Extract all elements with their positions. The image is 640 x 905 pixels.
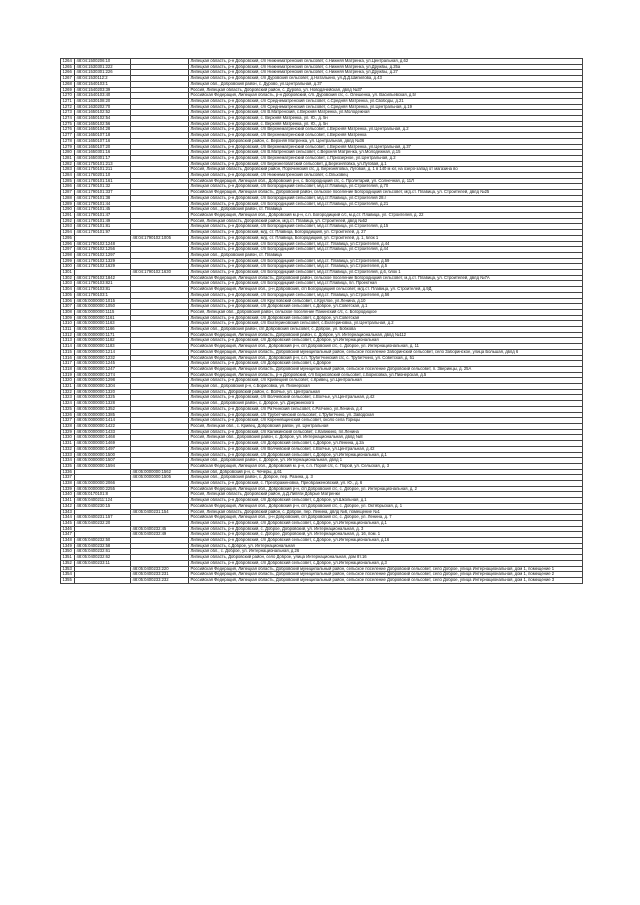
address-cell: Липецкая область, р-н Добровский, с/п В.Матренский, с.Верхняя Матренка, ул.Молодежная xyxy=(189,110,583,116)
row-number-cell: 1303 xyxy=(61,281,75,287)
address-cell: Липецкая область, р-н Добровский, с/п Кругловский сельсовет, с.Круглое, ул.Ленина, д.10 xyxy=(189,298,583,304)
address-cell: Липецкая область, р-н Добровский, с/п В.Матренский сельсовет, с.Верхняя Матренка, ул.Молодежная, д.15 xyxy=(189,150,583,156)
address-cell: Липецкая область, р-н Добровский, с/п Добровский сельсовет, с.Доброе, ул.Ленина, д.2а xyxy=(189,441,583,447)
table-row xyxy=(61,572,583,578)
row-number-cell: 1294 xyxy=(61,230,75,236)
row-number-cell: 1350 xyxy=(61,549,75,555)
row-number-cell: 1271 xyxy=(61,98,75,104)
row-number-cell: 1289 xyxy=(61,201,75,207)
address-cell: Российская Федерация, Липецкая область, р-н Добровский, с/п. Дуровский с/с, с. Олешенка, ул. Васильевская, д.5/ xyxy=(189,93,583,99)
row-number-cell: 1297 xyxy=(61,247,75,253)
address-cell: Россия, Липецкая область, Добровский район, Порочинский с/с, д. Березняговка, Луговая, д. 1 в 140 м юг, на озеро-запад от магазина во xyxy=(189,167,583,173)
row-number-cell: 1339 xyxy=(61,486,75,492)
address-cell: Липецкая область, р-н Добровский, с/п Нижнематренский сельсовет, с.Нижняя Матренка, ул.Дружбы, д.27 xyxy=(189,70,583,76)
row-number-cell: 1269 xyxy=(61,87,75,93)
table-row xyxy=(61,577,583,583)
row-number-cell: 1318 xyxy=(61,366,75,372)
land-cadastral-number-cell: 48:04:1790101:45 xyxy=(75,207,131,213)
address-cell: Российская Федерация, Липецкая обл., р-н Добровский, с/п Добровский с/с, с. Доброе, ул. Ленина, д. 7 xyxy=(189,515,583,521)
address-cell: Липецкая обл., Добровский район, с/п Добровский сельсовет, с. Доброе, ул. Бобкова xyxy=(189,327,583,333)
address-cell: Липецкая область, Добровский район, село Доброе, улица Интернациональная, дом 8т.16 xyxy=(189,555,583,561)
address-cell: Липецкая область, р-н Добровский, с/п Добровский сельсовет, с.Доброе, ул.Школьная, д.1 xyxy=(189,498,583,504)
land-cadastral-number-cell: 48:05:0000000:1183 xyxy=(75,344,131,350)
row-number-cell: 1337 xyxy=(61,475,75,481)
address-cell: Липецкая область, р-н Добровский, с. Преображеновка, Преображеновский, ул. Ю., д. 6 xyxy=(189,481,583,487)
land-cadastral-number-cell: 48:04:1650107:18 xyxy=(75,133,131,139)
land-cadastral-number-cell: 48:04:1790101:81 xyxy=(75,224,131,230)
row-number-cell: 1299 xyxy=(61,258,75,264)
row-number-cell: 1277 xyxy=(61,133,75,139)
address-cell: Россия, Липецкая область, Добровский район, с. Дурово, ул. Новодачейская, двлд №37 xyxy=(189,87,583,93)
address-cell: Липецкая область, р-н Добровский, с/п Добровский сельсовет, с.Доброе, ул.Советская, д.1 xyxy=(189,304,583,310)
row-number-cell: 1305 xyxy=(61,292,75,298)
address-cell: Липецкая область, р-н Добровский, с. Доброе, Добровский, ул. Интернациональная, д. 3 xyxy=(189,526,583,532)
row-number-cell: 1329 xyxy=(61,429,75,435)
land-cadastral-number-cell: 48:04:1650102:52 xyxy=(75,110,131,116)
address-cell: Липецкая область, р-н Добровский, с/п Добровский сельсовет, с.Доброе, ул.Интернациональная, д.3 xyxy=(189,560,583,566)
row-number-cell: 1322 xyxy=(61,389,75,395)
address-cell: Российская Федерация, Липецкая обл., Добровский м.р-н, с.п. Богородицкий с/с, м.д.ст. Плавица, ул. Строителей, д. 22 xyxy=(189,212,583,218)
row-number-cell: 1304 xyxy=(61,287,75,293)
row-number-cell: 1351 xyxy=(61,555,75,561)
row-number-cell: 1349 xyxy=(61,543,75,549)
row-number-cell: 1311 xyxy=(61,327,75,333)
address-cell: Липецкая область, р-н Добровский, с/п Дуровский сельсовет, д.Натальино, ул.Д.Д.Шипилова, д.43 xyxy=(189,76,583,82)
land-cadastral-number-cell: 48:04:1630202:70 xyxy=(75,104,131,110)
row-number-cell: 1342 xyxy=(61,503,75,509)
address-cell: Российская Федерация, Липецкая область, Добровский район, с. Доброе, ул. Интернациональная, двлд №112 xyxy=(189,332,583,338)
land-cadastral-number-cell: 48:05:0000000:1161 xyxy=(75,315,131,321)
row-number-cell: 1285 xyxy=(61,178,75,184)
land-cadastral-number-cell: 48:04:1790101:38 xyxy=(75,195,131,201)
address-cell: Россия, Липецкая область, Добровский район, с. Доброе, пер. Ленина, двлд №6, помещение №1 xyxy=(189,509,583,515)
land-cadastral-number-cell: 48:04:1790102:1629 xyxy=(75,264,131,270)
row-number-cell: 1280 xyxy=(61,150,75,156)
address-cell: Российская Федерация, Липецкая область, Добровский муниципальный район, сельское поселение Заборинский сельсовет, село Заборинское, улица Большая, двлд 6 xyxy=(189,349,583,355)
row-number-cell: 1279 xyxy=(61,144,75,150)
address-cell: Липецкая область, р-н Добровский, с/п Березнеговатский сельсовет, д.Березняговка, ул.Луговая, д.1 xyxy=(189,161,583,167)
document-sheet xyxy=(60,58,582,584)
land-cadastral-number-cell: 48:05:0400230:15 xyxy=(75,503,131,509)
row-number-cell: 1334 xyxy=(61,458,75,464)
address-cell: Липецкая область, р-н Добровский, с/п Богородицкий сельсовет, м/д.ст.Плавица, пл. Проектная xyxy=(189,281,583,287)
land-cadastral-number-cell: 48:04:1780101:161 xyxy=(75,178,131,184)
land-cadastral-number-cell: 48:04:1650102:56 xyxy=(75,121,131,127)
land-cadastral-number-cell: 48:04:1540103:40 xyxy=(75,93,131,99)
land-cadastral-number-cell: 48:04:1530112:2 xyxy=(75,76,131,82)
address-cell: Липецкая область, р-н Добровский, с/п Кореневщинский сельсовет, около села Горицы xyxy=(189,418,583,424)
cadastral-register-table xyxy=(60,58,583,584)
row-number-cell: 1286 xyxy=(61,184,75,190)
land-cadastral-number-cell: 48:05:0000000:1414 xyxy=(75,418,131,424)
row-number-cell: 1288 xyxy=(61,195,75,201)
land-cadastral-number-cell: 48:05:0170101:8 xyxy=(75,492,131,498)
building-cadastral-number-cell: 48:05:0400233:232 xyxy=(131,577,189,583)
row-number-cell: 1281 xyxy=(61,155,75,161)
building-cadastral-number-cell: 48:05:0000000:1562 xyxy=(131,469,189,475)
land-cadastral-number-cell: 48:04:1790101:49 xyxy=(75,218,131,224)
land-cadastral-number-cell: 48:05:0400232:62 xyxy=(75,555,131,561)
row-number-cell: 1307 xyxy=(61,304,75,310)
land-cadastral-number-cell: 48:04:1760201:10 xyxy=(75,173,131,179)
land-cadastral-number-cell xyxy=(75,577,131,583)
row-number-cell: 1310 xyxy=(61,321,75,327)
building-cadastral-number-cell: 48:05:0400232:45 xyxy=(131,526,189,532)
building-cadastral-number-cell: 48:04:1790102:1005 xyxy=(131,235,189,241)
row-number-cell: 1290 xyxy=(61,207,75,213)
row-number-cell: 1273 xyxy=(61,110,75,116)
row-number-cell: 1347 xyxy=(61,532,75,538)
address-cell: Липецкая область, р-н Добровский, с/п Добровский сельсовет, с.Доброе, ул.Интернациональная, д.16 xyxy=(189,538,583,544)
row-number-cell: 1283 xyxy=(61,167,75,173)
row-number-cell: 1327 xyxy=(61,418,75,424)
address-cell: Липецкая область, р-н Добровский, с. Верхняя Матренка, ул. Ю., д. 5н xyxy=(189,121,583,127)
row-number-cell: 1314 xyxy=(61,344,75,350)
row-number-cell: 1317 xyxy=(61,361,75,367)
row-number-cell: 1315 xyxy=(61,349,75,355)
address-cell: Липецкая область, р-н Добровский, с/п Добровский сельсовет, с.Доброе, ул.Интернациональная, д.1 xyxy=(189,452,583,458)
row-number-cell: 1353 xyxy=(61,566,75,572)
land-cadastral-number-cell: 48:04:1650107:16 xyxy=(75,138,131,144)
row-number-cell: 1295 xyxy=(61,235,75,241)
row-number-cell: 1333 xyxy=(61,452,75,458)
table-row xyxy=(61,566,583,572)
land-cadastral-number-cell: 48:04:1500206:10 xyxy=(75,59,131,65)
land-cadastral-number-cell: 48:05:0000000:1274 xyxy=(75,372,131,378)
address-cell: Россия, Липецкая обл., Добровский район, с. Доброе, ул. Интернациональная, двлд №8 xyxy=(189,435,583,441)
row-number-cell: 1338 xyxy=(61,481,75,487)
land-cadastral-number-cell: 48:05:0000000:1469 xyxy=(75,441,131,447)
address-cell: Липецкая область, р-н Добровский, с/п Волчевский сельсовет, с.Волчье, ул.Центральная, д.42 xyxy=(189,446,583,452)
address-cell: Липецкая обл., Добровский район, с. Доброе, ул. Интернациональная, двлд 1 xyxy=(189,458,583,464)
row-number-cell: 1316 xyxy=(61,355,75,361)
address-cell: Липецкая область, с.Доброе, ул. Интернациональная xyxy=(189,543,583,549)
address-cell: Липецкая область, Добровский район, с. Волчье, ул. Центральная xyxy=(189,389,583,395)
address-cell: Липецкая область, р-н Добровский, с/п Верхнематренский сельсовет, с.Верхняя Матренка, ул.Центральная, д.37 xyxy=(189,144,583,150)
row-number-cell: 1308 xyxy=(61,309,75,315)
land-cadastral-number-cell: 48:04:1750101:213 xyxy=(75,161,131,167)
row-number-cell: 1284 xyxy=(61,173,75,179)
land-cadastral-number-cell: 48:05:0000000:1422 xyxy=(75,424,131,430)
land-cadastral-number-cell: 48:05:0000000:2066 xyxy=(75,481,131,487)
row-number-cell: 1264 xyxy=(61,59,75,65)
land-cadastral-number-cell: 48:05:0000000:1320 xyxy=(75,389,131,395)
address-cell: Российская Федерация, Липецкая область, Добровский муниципальный район, сельское поселение Добровский сельсовет, п. Зверинцы, д. 25А xyxy=(189,366,583,372)
address-cell: Липецкая область, р-н Добровский, с/п Верхнематренский сельсовет, с.Верхняя Матренка xyxy=(189,133,583,139)
land-cadastral-number-cell: 48:05:0400231:157 xyxy=(75,515,131,521)
address-cell: Липецкая область, р-н Добровский, с/п Верхнематренский сельсовет, с.Приозерное, ул.Центральная, д.2 xyxy=(189,155,583,161)
land-cadastral-number-cell: 48:04:1790101:97 xyxy=(75,230,131,236)
row-number-cell: 1298 xyxy=(61,252,75,258)
land-cadastral-number-cell: 48:05:0400232:50 xyxy=(75,538,131,544)
row-number-cell: 1319 xyxy=(61,372,75,378)
land-cadastral-number-cell: 48:05:0000000:1497 xyxy=(75,446,131,452)
table-body xyxy=(61,59,583,584)
row-number-cell: 1266 xyxy=(61,70,75,76)
row-number-cell: 1292 xyxy=(61,218,75,224)
row-number-cell: 1302 xyxy=(61,275,75,281)
land-cadastral-number-cell: 48:05:0000000:1171 xyxy=(75,332,131,338)
row-number-cell: 1270 xyxy=(61,93,75,99)
row-number-cell: 1326 xyxy=(61,412,75,418)
address-cell: Липецкая область, р-н Добровский, с/п Богородицкий сельсовет, м/д.ст. Плавица, ул.Строителей, д.44 xyxy=(189,241,583,247)
land-cadastral-number-cell: 48:05:0000000:1507 xyxy=(75,458,131,464)
row-number-cell: 1352 xyxy=(61,560,75,566)
building-cadastral-number-cell: 48:05:0400232:49 xyxy=(131,532,189,538)
land-cadastral-number-cell: 48:04:1790103:1 xyxy=(75,292,131,298)
land-cadastral-number-cell: 48:04:1530301:226 xyxy=(75,70,131,76)
land-cadastral-number-cell: 48:04:1650104:28 xyxy=(75,127,131,133)
address-cell: Липецкая область, р-н Добровский, с/п Волчевский сельсовет, с.Волчье, ул.Центральная, д.42 xyxy=(189,395,583,401)
address-cell: Липецкая обл., Добровский район, с. Доброе, пер. Разина, д. 3 xyxy=(189,475,583,481)
address-cell: Россия, Липецкая область, Добровский район, м/д.ст. Плавица, ул. Строителей, двлд №52 xyxy=(189,218,583,224)
land-cadastral-number-cell: 48:04:1790101:32 xyxy=(75,184,131,190)
row-number-cell: 1276 xyxy=(61,127,75,133)
land-cadastral-number-cell: 48:04:1790101:44 xyxy=(75,201,131,207)
address-cell: Липецкая область, Добровский район, с. Верхняя Матренка, ул. Центральная, двлд №36 xyxy=(189,138,583,144)
address-cell: Российская Федерация, Липецкая обл., р-н Добровский, с/п Богородицкий сельсовет, м/д.ст. Плавица, ул. Строителей, д.9Д xyxy=(189,287,583,293)
land-cadastral-number-cell: 48:05:0000000:1325 xyxy=(75,395,131,401)
row-number-cell: 1291 xyxy=(61,212,75,218)
land-cadastral-number-cell: 48:05:0000000:1232 xyxy=(75,355,131,361)
address-cell: Липецкая обл, Добровский р-н, с. Чечеры, д.61 xyxy=(189,469,583,475)
address-cell: Липецкая область, р-н Добровский, с/п Добровский сельсовет, с.Доброе, ул.Интернациональная, д.1 xyxy=(189,520,583,526)
address-cell: Российская Федерация, Липецкая область, Добровский муниципальный район, сельское поселение Добровский сельсовет, село Доброе, улица Интернациональная, дом 1, помещение 2 xyxy=(189,572,583,578)
address-cell: Липецкая область, р-н Добровский, с/п Богородицкий сельсовет, м/д.ст.Плавица, ул.Строителей 28.г xyxy=(189,195,583,201)
row-number-cell: 1330 xyxy=(61,435,75,441)
row-number-cell: 1336 xyxy=(61,469,75,475)
land-cadastral-number-cell: 48:04:1790103:81 xyxy=(75,287,131,293)
building-cadastral-number-cell: 48:04:1790102:1630 xyxy=(131,270,189,276)
land-cadastral-number-cell: 48:04:1790102:1297 xyxy=(75,252,131,258)
land-cadastral-number-cell: 48:04:1790102:1842 xyxy=(75,275,131,281)
row-number-cell: 1287 xyxy=(61,190,75,196)
row-number-cell: 1268 xyxy=(61,81,75,87)
row-number-cell: 1354 xyxy=(61,572,75,578)
land-cadastral-number-cell: 48:04:1650102:54 xyxy=(75,116,131,122)
address-cell: Российская Федерация, Липецкая обл., Добровский р-н, с/п Добровский с/с, с. Доброе, ул. Интернациональная, д. 11 xyxy=(189,344,583,350)
land-cadastral-number-cell: 48:05:0400232:61 xyxy=(75,549,131,555)
address-cell: Российская Федерация, Липецкая обл., Добровский р-н, с.п. Трубетчинский с/с, с. Трубетчино, ул. Советская, д. 51 xyxy=(189,355,583,361)
land-cadastral-number-cell: 48:05:0000000:1298 xyxy=(75,378,131,384)
row-number-cell: 1346 xyxy=(61,526,75,532)
address-cell: Липецкая область, р-н Добровский, с/п Богородицкий сельсовет, м/д.ст. Плавица, ул.Строителей, д.5 xyxy=(189,264,583,270)
address-cell: Липецкая область, р-н Добровский, м/д. ст. Плавица, Богородицкий, ул. Строителей, д. 1, блок 1 xyxy=(189,235,583,241)
land-cadastral-number-cell: 48:05:0000000:1500 xyxy=(75,452,131,458)
address-cell: Липецкая область, р-н Добровский, с/п Богородицкий сельсовет, м/д.ст.Плавица, ул.Строителей, д.21 xyxy=(189,201,583,207)
row-number-cell: 1282 xyxy=(61,161,75,167)
address-cell: Липецкая обл., Добровский район, с. Доброе, ул. Дзержинского xyxy=(189,401,583,407)
row-number-cell: 1348 xyxy=(61,538,75,544)
row-number-cell: 1324 xyxy=(61,401,75,407)
land-cadastral-number-cell: 48:04:1790101:337 xyxy=(75,190,131,196)
row-number-cell: 1328 xyxy=(61,424,75,430)
address-cell: Россия, Липецкая область, Добровский район, д.Д.Липяги Добрые Матренки xyxy=(189,492,583,498)
land-cadastral-number-cell: 48:05:0400211:124 xyxy=(75,498,131,504)
land-cadastral-number-cell: 48:05:0000000:1182 xyxy=(75,338,131,344)
address-cell: Липецкая обл., Добровский район, ст. Плавица xyxy=(189,252,583,258)
row-number-cell: 1343 xyxy=(61,509,75,515)
land-cadastral-number-cell: 48:05:0000000:1015 xyxy=(75,298,131,304)
row-number-cell: 1313 xyxy=(61,338,75,344)
row-number-cell: 1325 xyxy=(61,406,75,412)
address-cell: Липецкая область, р-н Добровский, с/п Богородицкий сельсовет, м/д.ст.Плавица, ул.Строителей, д.6, блок 1 xyxy=(189,270,583,276)
address-cell: Липецкая область, р-н Добровский, с/п Кривецкий сельсовет, с.Кривец, ул.Центральная xyxy=(189,378,583,384)
address-cell: Российская Федерация, Липецкая область, Добровский муниципальный район, сельское поселение Добровский сельсовет, село Доброе, улица Интернациональная, дом 1, помещение 1 xyxy=(189,566,583,572)
land-cadastral-number-cell: 48:05:0400232:58 xyxy=(75,543,131,549)
row-number-cell: 1341 xyxy=(61,498,75,504)
land-cadastral-number-cell: 48:05:0400232:20 xyxy=(75,520,131,526)
row-number-cell: 1278 xyxy=(61,138,75,144)
row-number-cell: 1267 xyxy=(61,76,75,82)
address-cell: Липецкая область, р-н Добровский, с/п Богородицкий сельсовет, м/д.ст.Плавица, ул.Строителей, д.70 xyxy=(189,184,583,190)
address-cell: Липецкая область, р-н Добровский, с/п Среднематренский сельсовет, с.Средняя Матренка, ул.Свободы, д.21 xyxy=(189,98,583,104)
land-cadastral-number-cell: 48:04:1790102:1256 xyxy=(75,247,131,253)
row-number-cell: 1323 xyxy=(61,395,75,401)
address-cell: Российская Федерация, Липецкая обл., Добровский р-н, с/п Добровский с/с, с. Доброе, ул. Октябрьская, д. 1 xyxy=(189,503,583,509)
row-number-cell: 1331 xyxy=(61,441,75,447)
address-cell: Липецкая обл., с. Доброе, ул. Интернациональная, д.26 xyxy=(189,549,583,555)
row-number-cell: 1274 xyxy=(61,116,75,122)
land-cadastral-number-cell: 48:04:1790101:47 xyxy=(75,212,131,218)
address-cell: Липецкая область, р-н Добровский, с/п Среднематренский сельсовет, с.Средняя Матренка, ул.Центральная, д.19 xyxy=(189,104,583,110)
row-number-cell: 1340 xyxy=(61,492,75,498)
land-cadastral-number-cell: 48:05:0000000:1245 xyxy=(75,361,131,367)
land-cadastral-number-cell: 48:04:1530301:222 xyxy=(75,64,131,70)
land-cadastral-number-cell: 48:05:0000000:1247 xyxy=(75,366,131,372)
address-cell: Липецкая область, р-н Добровский, с/п Нижнематренский сельсовет, с.Ольховец xyxy=(189,173,583,179)
address-cell: Россия, Липецкая обл., с. Кривец, Добровский район, ул. Центральная xyxy=(189,424,583,430)
address-cell: Липецкая обл., Добровский район, с. Дурово, ул.Центральная, д.37 xyxy=(189,81,583,87)
land-cadastral-number-cell: 48:05:0000000:1385 xyxy=(75,412,131,418)
address-cell: Липецкая область, р-н Добровский, с/п Нижнематренский сельсовет, с.Нижняя Матренка, ул.Дружбы, д.25а xyxy=(189,64,583,70)
address-cell: Липецкая область, р-н Добровский, с/п Трубетчинский сельсовет, с.Трубетчино, ул. Заводская xyxy=(189,412,583,418)
address-cell: Липецкая область, р-н Добровский, с/п Богородицкий сельсовет, м/д.ст. Плавица, ул.Строителей, д.59 xyxy=(189,258,583,264)
row-number-cell: 1312 xyxy=(61,332,75,338)
address-cell: Российская Федерация, Липецкая область, р-н Добровский, с/п Борисовский сельсовет, с.Борисовка, ул.Пионерская, д.5 xyxy=(189,372,583,378)
land-cadastral-number-cell: 48:05:0000000:1352 xyxy=(75,406,131,412)
row-number-cell: 1345 xyxy=(61,520,75,526)
row-number-cell: 1300 xyxy=(61,264,75,270)
row-number-cell: 1335 xyxy=(61,463,75,469)
address-cell: Липецкая область, р-н Добровский, с/п Добровский сельсовет, с.Доброе xyxy=(189,361,583,367)
land-cadastral-number-cell: 48:05:0000000:2255 xyxy=(75,486,131,492)
land-cadastral-number-cell: 48:04:1540203:39 xyxy=(75,87,131,93)
row-number-cell: 1309 xyxy=(61,315,75,321)
row-number-cell: 1272 xyxy=(61,104,75,110)
row-number-cell: 1306 xyxy=(61,298,75,304)
address-cell: Липецкая область, р-н Добровский, с/п Екатериновский сельсовет, с.Екатериновка, ул.Центральная, д.2 xyxy=(189,321,583,327)
land-cadastral-number-cell: 48:05:0000000:1433 xyxy=(75,429,131,435)
address-cell: Липецкая область, р-н Добровский, м/д. ст. Плавица, Богородицкий, ул. Строителей, д. 27 xyxy=(189,230,583,236)
row-number-cell: 1293 xyxy=(61,224,75,230)
land-cadastral-number-cell: 48:04:1650301:17 xyxy=(75,155,131,161)
row-number-cell: 1296 xyxy=(61,241,75,247)
address-cell: Липецкая обл., Добровский р-н, с.Борисовка, ул. Пионерская xyxy=(189,384,583,390)
address-cell: Российская Федерация, Липецкая область, Добровский район, сельское поселение Богородицкий сельсовет, м.д.ст. Плавица, ул. Строителей, двлд №7А xyxy=(189,275,583,281)
land-cadastral-number-cell: 48:05:0000000:1166 xyxy=(75,327,131,333)
row-number-cell: 1344 xyxy=(61,515,75,521)
address-cell: Липецкая область, р-н Добровский, с/п Добровский сельсовет, с.Доброе, ул.Советская xyxy=(189,315,583,321)
address-cell: Липецкая область, р-н Добровский, с/п Нижнематренский сельсовет, с.Нижняя Матренка, ул.Центральная, д.62 xyxy=(189,59,583,65)
land-cadastral-number-cell: 48:05:0400233:11 xyxy=(75,560,131,566)
address-cell: Российская Федерация, Липецкая обл., Добровский м. р-н, с.п. Порой с/с, с. Порой, ул. Сельская, д. 3 xyxy=(189,463,583,469)
row-number-cell: 1320 xyxy=(61,378,75,384)
address-cell: Российская Федерация, Липецкая область, Добровский район, сельское поселение Богородицкий сельсовет, м/д.ст. Плавица, ул. Строителей, двлд №25 xyxy=(189,190,583,196)
address-cell: Российская Федерация, Липецкая обл., Добровский р-н, с/п Добровский с/с, с. Доброе, ул. Интернациональная, д. 2 xyxy=(189,486,583,492)
land-cadastral-number-cell: 48:04:1790103:821 xyxy=(75,281,131,287)
address-cell: Липецкая область, р-н Добровский, с/п Ратчинский сельсовет, с.Ратчино, ул.Ленина, д.4 xyxy=(189,406,583,412)
land-cadastral-number-cell: 48:05:0000000:1328 xyxy=(75,401,131,407)
land-cadastral-number-cell: 48:04:1650301:16 xyxy=(75,150,131,156)
land-cadastral-number-cell: 48:05:0000000:1594 xyxy=(75,463,131,469)
row-number-cell: 1265 xyxy=(61,64,75,70)
address-cell: Липецкая область, р-н Добровский, с. Доброе, Добровский, ул. Интернациональная, д. 16, пом. 1 xyxy=(189,532,583,538)
land-cadastral-number-cell: 48:05:0000000:1468 xyxy=(75,435,131,441)
land-cadastral-number-cell: 48:05:0000000:1163 xyxy=(75,321,131,327)
land-cadastral-number-cell: 48:04:1790102:1329 xyxy=(75,258,131,264)
row-number-cell: 1355 xyxy=(61,577,75,583)
land-cadastral-number-cell: 48:04:1790102:1248 xyxy=(75,241,131,247)
land-cadastral-number-cell: 48:04:1750101:211 xyxy=(75,167,131,173)
land-cadastral-number-cell: 48:04:1540103:1 xyxy=(75,81,131,87)
land-cadastral-number-cell: 48:05:0000000:1304 xyxy=(75,384,131,390)
address-cell: Липецкая область, р-н Добровский, с/п Богородицкий сельсовет, м/д.ст.Плавица, ул.Строителей, д.44 xyxy=(189,247,583,253)
address-cell: Липецкая область, р-н Добровский, с/п Богородицкий сельсовет, м/д.ст.Плавица, ул.Строителей, д.15 xyxy=(189,224,583,230)
address-cell: Россия, Липецкая обл., Добровский район, сельское поселение Панинский с/с, с. Богородицкое xyxy=(189,309,583,315)
address-cell: Липецкая область, р-н Добровский, с/п Добровский сельсовет, с.Доброе, ул.Интернациональная xyxy=(189,338,583,344)
address-cell: Липецкая область, р-н Добровский, с. Верхняя Матренка, ул. Ю., д. 5н xyxy=(189,116,583,122)
address-cell: Российская Федерация, Липецкая обл., Добровский р-н, с. Богородицкий с/с, с. Пролетарий, ул. Солнечная, д. 11Л xyxy=(189,178,583,184)
building-cadastral-number-cell: 48:05:0400231:154 xyxy=(131,509,189,515)
building-cadastral-number-cell: 48:05:0000000:1505 xyxy=(131,475,189,481)
building-cadastral-number-cell: 48:05:0400233:220 xyxy=(131,566,189,572)
land-cadastral-number-cell: 48:05:0000000:1050 xyxy=(75,304,131,310)
address-cell: Липецкая область, р-н Добровский, с/п Верхнематренский сельсовет, с.Верхняя Матренка, ул.Центральная, д.2 xyxy=(189,127,583,133)
row-number-cell: 1301 xyxy=(61,270,75,276)
building-cadastral-number-cell: 48:05:0400233:231 xyxy=(131,572,189,578)
land-cadastral-number-cell: 48:05:0000000:1214 xyxy=(75,349,131,355)
row-number-cell: 1275 xyxy=(61,121,75,127)
address-cell: Липецкая область, р-н Добровский, с/п Каликинский сельсовет, с.Каликино, пл.Ленина xyxy=(189,429,583,435)
row-number-cell: 1321 xyxy=(61,384,75,390)
land-cadastral-number-cell: 48:04:1650107:20 xyxy=(75,144,131,150)
address-cell: Липецкая область, р-н Добровский, с/п Богородицкий сельсовет, м/д.ст. Плавица, ул.Строителей, д.56 xyxy=(189,292,583,298)
land-cadastral-number-cell: 48:04:1630108:20 xyxy=(75,98,131,104)
row-number-cell: 1332 xyxy=(61,446,75,452)
land-cadastral-number-cell: 48:05:0000000:1115 xyxy=(75,309,131,315)
address-cell: Российская Федерация, Липецкая область, Добровский муниципальный район, сельское поселение Добровский сельсовет, село Доброе, улица Интернациональная, дом 1, помещение 3 xyxy=(189,577,583,583)
address-cell: Липецкая обл., Добровский район, ст. Плавица xyxy=(189,207,583,213)
